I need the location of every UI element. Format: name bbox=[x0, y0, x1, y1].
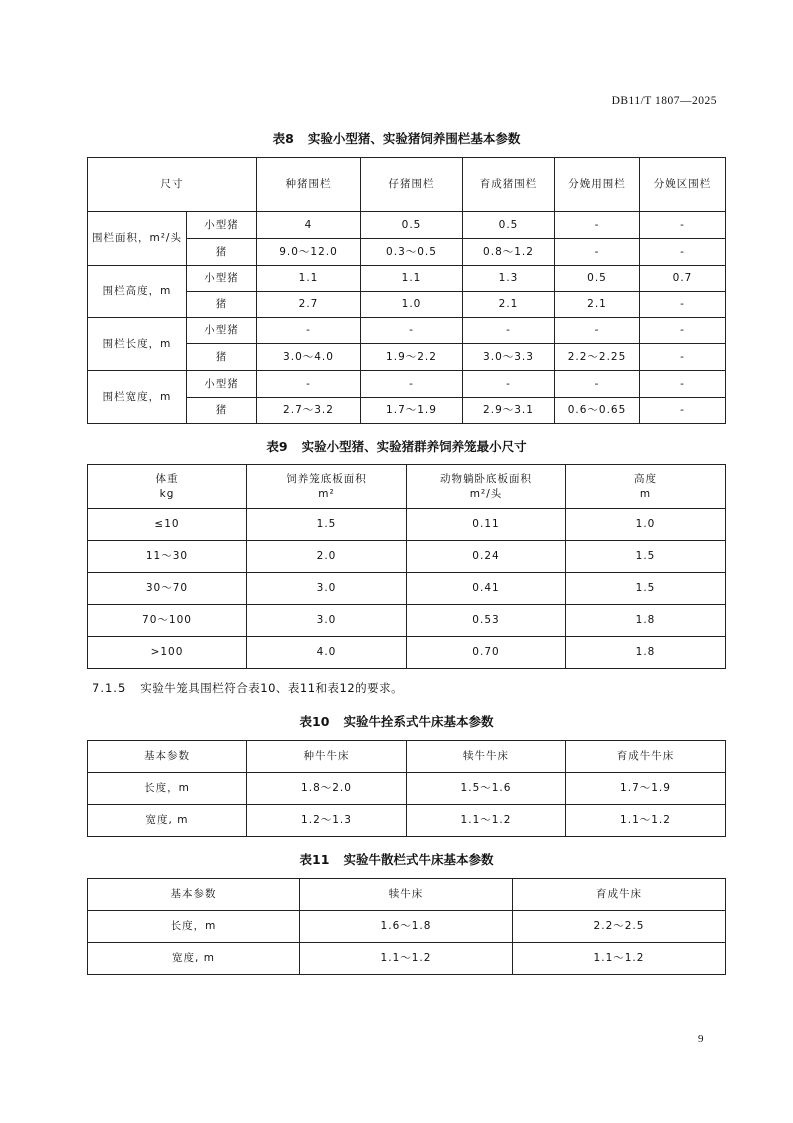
table8-header-cell: 仔猪围栏 bbox=[361, 158, 463, 212]
table-cell: 2.9～3.1 bbox=[463, 398, 555, 424]
table9-header-unit: m bbox=[639, 488, 652, 500]
table-row bbox=[88, 943, 726, 975]
table-row bbox=[88, 637, 726, 669]
table-cell: - bbox=[640, 239, 726, 266]
table-cell: - bbox=[640, 344, 726, 371]
table-row bbox=[88, 911, 726, 943]
table8-sub-label: 小型猪 bbox=[187, 371, 257, 398]
table-cell: 0.6～0.65 bbox=[555, 398, 640, 424]
table-row bbox=[88, 318, 726, 344]
table-row bbox=[88, 541, 726, 573]
table-cell: 1.1～1.2 bbox=[566, 805, 726, 837]
table-cell: 0.70 bbox=[407, 637, 566, 669]
table8-group-name: 围栏面积，m²/头 bbox=[88, 212, 187, 266]
table8-header-row bbox=[88, 158, 726, 212]
table-cell: 1.1～1.2 bbox=[513, 943, 726, 975]
table8-header-cell: 种猪围栏 bbox=[257, 158, 361, 212]
table11-title: 实验牛散栏式牛床基本参数 bbox=[343, 852, 494, 867]
table-cell: 3.0～4.0 bbox=[257, 344, 361, 371]
table-cell: - bbox=[555, 318, 640, 344]
table-cell: 1.6～1.8 bbox=[300, 911, 513, 943]
table-row bbox=[88, 573, 726, 605]
table11-caption bbox=[0, 850, 793, 868]
table-cell: - bbox=[640, 371, 726, 398]
table-cell: - bbox=[257, 371, 361, 398]
table-cell: ≤10 bbox=[88, 509, 247, 541]
table-cell: 1.8 bbox=[566, 637, 726, 669]
table-cell: - bbox=[463, 318, 555, 344]
table-row bbox=[88, 805, 726, 837]
table-cell: 1.0 bbox=[566, 509, 726, 541]
table-cell: 1.1～1.2 bbox=[407, 805, 566, 837]
table-cell: 1.8～2.0 bbox=[247, 773, 407, 805]
table11-header-row bbox=[88, 879, 726, 911]
table-cell: - bbox=[361, 318, 463, 344]
table10-header-cell: 育成牛牛床 bbox=[566, 741, 726, 773]
table9-header-unit: m² bbox=[318, 488, 335, 500]
table8-sub-label: 小型猪 bbox=[187, 318, 257, 344]
table-cell: - bbox=[555, 371, 640, 398]
table-cell: 1.1 bbox=[361, 266, 463, 292]
table-cell: 0.24 bbox=[407, 541, 566, 573]
table-cell: 1.2～1.3 bbox=[247, 805, 407, 837]
table-row bbox=[88, 509, 726, 541]
table8-group-name: 围栏长度，m bbox=[88, 318, 187, 371]
table9-header-name: 体重 bbox=[155, 472, 179, 485]
table-row bbox=[88, 605, 726, 637]
table-cell: 4.0 bbox=[247, 637, 407, 669]
table8-title: 实验小型猪、实验猪饲养围栏基本参数 bbox=[307, 131, 521, 146]
table8-sub-label: 小型猪 bbox=[187, 266, 257, 292]
table-cell: 1.3 bbox=[463, 266, 555, 292]
table-cell: - bbox=[640, 398, 726, 424]
table8-label: 表8 bbox=[272, 131, 294, 146]
table8 bbox=[87, 157, 726, 424]
table-cell: 2.1 bbox=[555, 292, 640, 318]
table9-header-unit: kg bbox=[159, 488, 175, 500]
table-cell: 0.53 bbox=[407, 605, 566, 637]
table-cell: - bbox=[640, 318, 726, 344]
table8-sub-label: 猪 bbox=[187, 344, 257, 371]
table10-header-cell: 种牛牛床 bbox=[247, 741, 407, 773]
table9-header-name: 饲养笼底板面积 bbox=[286, 472, 367, 485]
table-cell: 9.0～12.0 bbox=[257, 239, 361, 266]
table-cell: - bbox=[257, 318, 361, 344]
table11-header-cell: 基本参数 bbox=[88, 879, 300, 911]
table9-header-name: 高度 bbox=[634, 472, 657, 485]
table8-caption bbox=[0, 129, 793, 147]
table-cell: 1.5 bbox=[566, 573, 726, 605]
table-cell: 0.11 bbox=[407, 509, 566, 541]
table-cell: 0.5 bbox=[463, 212, 555, 239]
table9-title: 实验小型猪、实验猪群养饲养笼最小尺寸 bbox=[301, 439, 527, 454]
table-cell: 宽度, m bbox=[88, 943, 300, 975]
table8-header-cell: 分娩用围栏 bbox=[555, 158, 640, 212]
table-cell: 1.9～2.2 bbox=[361, 344, 463, 371]
table10 bbox=[87, 740, 726, 837]
table-cell: 3.0 bbox=[247, 573, 407, 605]
table-cell: - bbox=[463, 371, 555, 398]
table10-header-row bbox=[88, 741, 726, 773]
table10-title: 实验牛拴系式牛床基本参数 bbox=[343, 714, 494, 729]
table9-header-cell bbox=[247, 465, 407, 509]
table-cell: 30～70 bbox=[88, 573, 247, 605]
table-cell: 11～30 bbox=[88, 541, 247, 573]
table8-group-name: 围栏高度，m bbox=[88, 266, 187, 318]
table11-label: 表11 bbox=[299, 852, 330, 867]
table-cell: 4 bbox=[257, 212, 361, 239]
table-cell: 0.3～0.5 bbox=[361, 239, 463, 266]
table-row bbox=[88, 266, 726, 292]
table-cell: 1.0 bbox=[361, 292, 463, 318]
table10-header-cell: 犊牛牛床 bbox=[407, 741, 566, 773]
table-cell: 1.5 bbox=[566, 541, 726, 573]
table-cell: 1.7～1.9 bbox=[566, 773, 726, 805]
table-cell: - bbox=[555, 212, 640, 239]
table-cell: 长度，m bbox=[88, 911, 300, 943]
table9-label: 表9 bbox=[266, 439, 288, 454]
table9-header-cell bbox=[566, 465, 726, 509]
table9-header-row bbox=[88, 465, 726, 509]
table-cell: 2.7～3.2 bbox=[257, 398, 361, 424]
table8-sub-label: 猪 bbox=[187, 239, 257, 266]
table8-sub-label: 猪 bbox=[187, 292, 257, 318]
table-cell: 2.2～2.5 bbox=[513, 911, 726, 943]
table-cell: 1.1～1.2 bbox=[300, 943, 513, 975]
table-cell: 2.1 bbox=[463, 292, 555, 318]
table10-label: 表10 bbox=[299, 714, 330, 729]
table-cell: 0.5 bbox=[361, 212, 463, 239]
table-cell: - bbox=[361, 371, 463, 398]
table-cell: 0.7 bbox=[640, 266, 726, 292]
table11-header-cell: 育成牛床 bbox=[513, 879, 726, 911]
table11-header-cell: 犊牛床 bbox=[300, 879, 513, 911]
table-cell: 3.0 bbox=[247, 605, 407, 637]
table8-header-cell: 尺寸 bbox=[88, 158, 257, 212]
table8-sub-label: 小型猪 bbox=[187, 212, 257, 239]
table-cell: 2.7 bbox=[257, 292, 361, 318]
standard-number: DB11/T 1807—2025 bbox=[611, 95, 717, 107]
table-cell: - bbox=[555, 239, 640, 266]
table-cell: 宽度, m bbox=[88, 805, 247, 837]
clause-paragraph bbox=[92, 680, 403, 696]
table8-header-cell: 分娩区围栏 bbox=[640, 158, 726, 212]
table9-header-unit: m²/头 bbox=[469, 488, 503, 500]
clause-number: 7.1.5 bbox=[92, 681, 127, 695]
table9-header-cell bbox=[88, 465, 247, 509]
page-number: 9 bbox=[698, 1033, 704, 1045]
table-cell: 长度，m bbox=[88, 773, 247, 805]
table9-header-cell bbox=[407, 465, 566, 509]
table-cell: 3.0～3.3 bbox=[463, 344, 555, 371]
table-cell: 2.2～2.25 bbox=[555, 344, 640, 371]
table-cell: - bbox=[640, 212, 726, 239]
table-cell: 1.8 bbox=[566, 605, 726, 637]
table9-caption bbox=[0, 437, 793, 455]
table9 bbox=[87, 464, 726, 669]
table-cell: 0.5 bbox=[555, 266, 640, 292]
table9-header-name: 动物躺卧底板面积 bbox=[440, 472, 532, 485]
table-cell: 70～100 bbox=[88, 605, 247, 637]
table-cell: 1.5～1.6 bbox=[407, 773, 566, 805]
table-cell: 1.1 bbox=[257, 266, 361, 292]
table-cell: 2.0 bbox=[247, 541, 407, 573]
table-cell: 1.5 bbox=[247, 509, 407, 541]
table-row bbox=[88, 773, 726, 805]
table8-group-name: 围栏宽度，m bbox=[88, 371, 187, 424]
table-cell: 1.7～1.9 bbox=[361, 398, 463, 424]
table-cell: 0.41 bbox=[407, 573, 566, 605]
table-row bbox=[88, 212, 726, 239]
clause-text: 实验牛笼具围栏符合表10、表11和表12的要求。 bbox=[140, 681, 404, 695]
table8-header-cell: 育成猪围栏 bbox=[463, 158, 555, 212]
table10-caption bbox=[0, 712, 793, 730]
table8-sub-label: 猪 bbox=[187, 398, 257, 424]
table-row bbox=[88, 371, 726, 398]
table-cell: - bbox=[640, 292, 726, 318]
table-cell: 0.8～1.2 bbox=[463, 239, 555, 266]
table10-header-cell: 基本参数 bbox=[88, 741, 247, 773]
table-cell: >100 bbox=[88, 637, 247, 669]
table11 bbox=[87, 878, 726, 975]
